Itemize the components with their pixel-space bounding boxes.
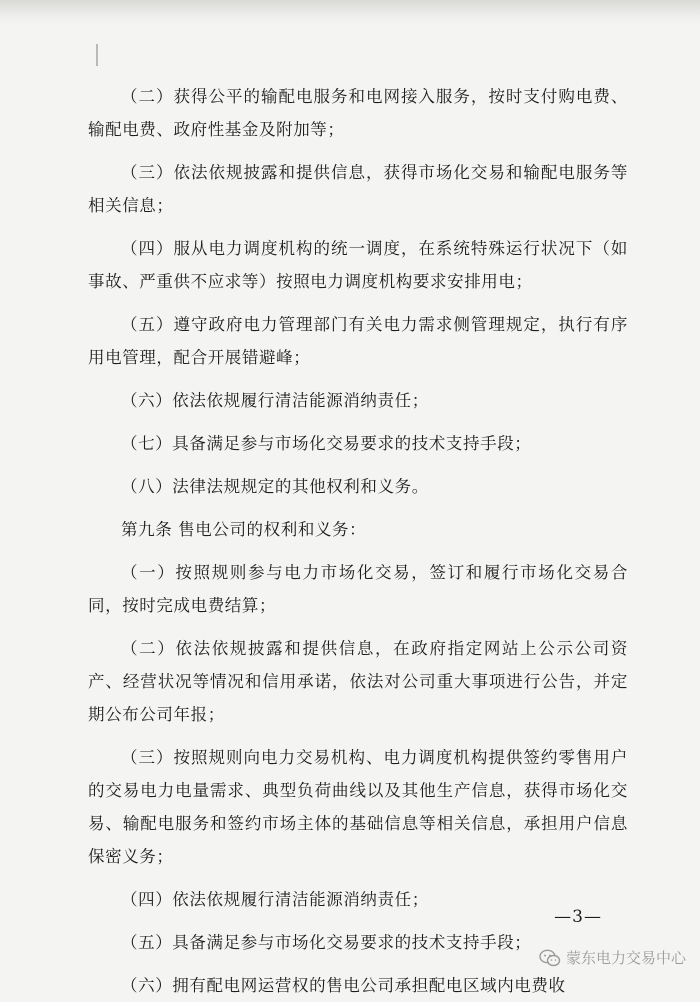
scan-top-edge <box>0 0 700 26</box>
paragraph-item-5b: （五）具备满足参与市场化交易要求的技术支持手段； <box>121 933 532 952</box>
paragraph-item-6: （六）依法依规履行清洁能源消纳责任； <box>121 391 429 410</box>
paragraph-item-2: （二）获得公平的输配电服务和电网接入服务，按时支付购电费、输配电费、政府性基金及附加等； <box>88 87 628 139</box>
paragraph-item-4: （四）服从电力调度机构的统一调度，在系统特殊运行状况下（如事故、严重供不应求等）按照电力调度机构要求安排用电； <box>88 239 628 291</box>
document-body <box>88 80 628 1002</box>
page-number: —3— <box>554 907 602 927</box>
paragraph-item-3: （三）依法依规披露和提供信息，获得市场化交易和输配电服务等相关信息； <box>88 163 628 215</box>
article-heading: 第九条 售电公司的权利和义务： <box>121 520 367 539</box>
paragraph-item-7: （七）具备满足参与市场化交易要求的技术支持手段； <box>121 434 532 453</box>
paragraph-item-8: （八）法律法规规定的其他权利和义务。 <box>121 477 429 496</box>
paragraph-item-1b: （一）按照规则参与电力市场化交易，签订和履行市场化交易合同，按时完成电费结算； <box>88 563 628 615</box>
scan-artifact-line <box>96 44 98 66</box>
wechat-icon <box>539 949 561 967</box>
paragraph-item-4b: （四）依法依规履行清洁能源消纳责任； <box>121 890 429 909</box>
watermark <box>539 947 686 968</box>
paragraph-item-2b: （二）依法依规披露和提供信息，在政府指定网站上公示公司资产、经营状况等情况和信用承诺，依法对公司重大事项进行公告，并定期公布公司年报； <box>88 639 628 724</box>
paragraph-item-3b: （三）按照规则向电力交易机构、电力调度机构提供签约零售用户的交易电力电量需求、典型负荷曲线以及其他生产信息，获得市场化交易、输配电服务和签约市场主体的基础信息等相关信息，承担用户信息保密义务； <box>88 748 628 866</box>
watermark-text: 蒙东电力交易中心 <box>565 949 686 967</box>
paragraph-item-6b: （六）拥有配电网运营权的售电公司承担配电区域内电费收 <box>121 976 566 995</box>
paragraph-item-5: （五）遵守政府电力管理部门有关电力需求侧管理规定，执行有序用电管理，配合开展错避峰； <box>88 315 628 367</box>
